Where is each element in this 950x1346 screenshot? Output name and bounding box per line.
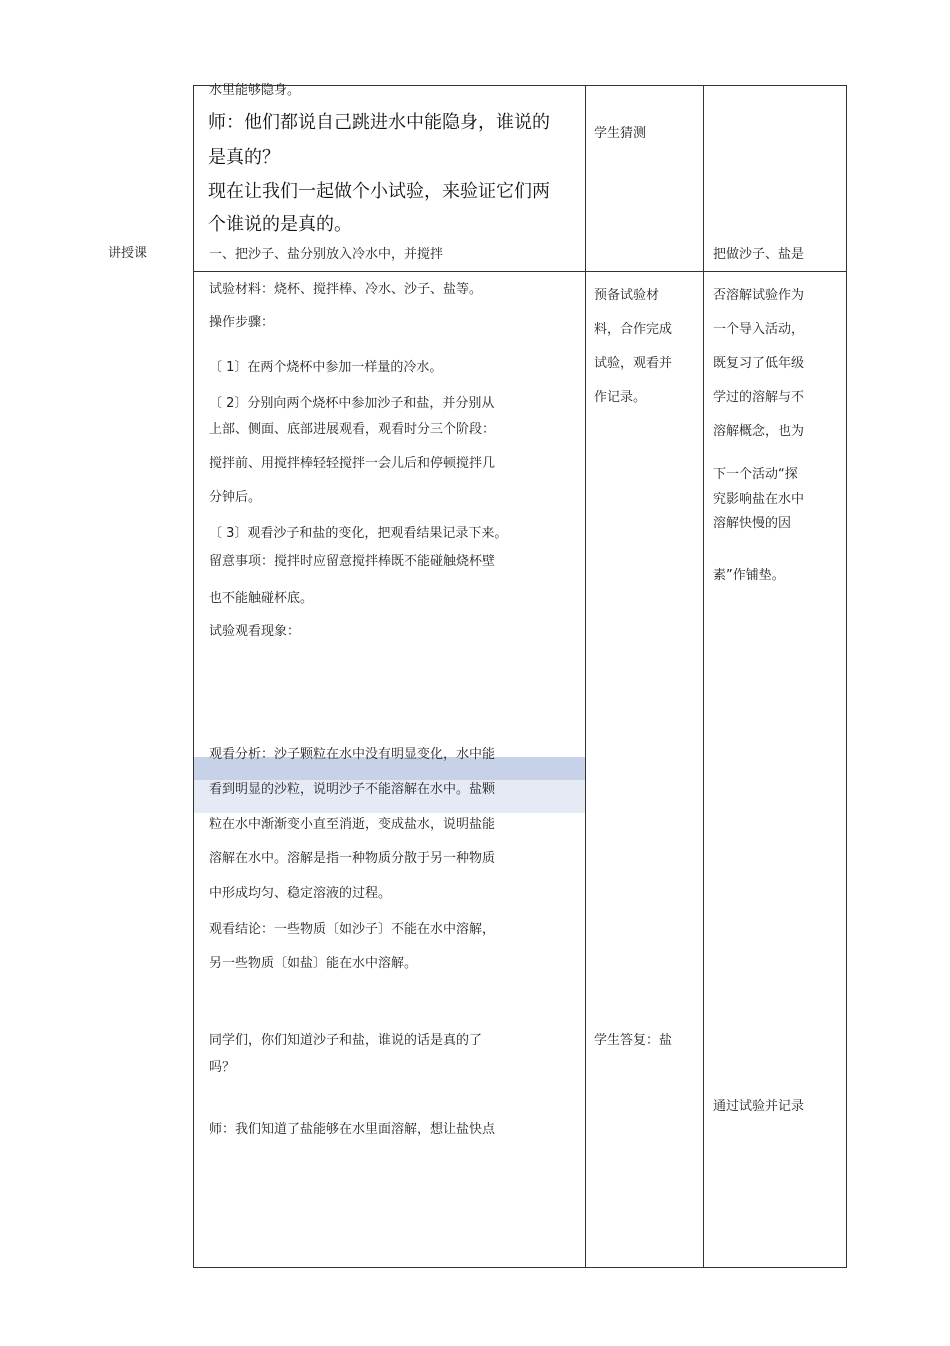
text-line: 料，合作完成 bbox=[594, 322, 673, 337]
text-line: 同学们，你们知道沙子和盐，谁说的话是真的了 bbox=[209, 1033, 483, 1048]
text-line: 素”作铺垫。 bbox=[713, 568, 785, 583]
text-line: 现在让我们一起做个小试验，来验证它们两 bbox=[208, 181, 550, 202]
col-border-3 bbox=[703, 85, 704, 1268]
text-line: 操作步骤： bbox=[209, 315, 275, 330]
text-line: 溶解在水中。溶解是指一种物质分散于另一种物质 bbox=[209, 851, 496, 866]
text-line: 下一个活动“探 bbox=[713, 467, 798, 482]
text-line: 究影响盐在水中 bbox=[713, 492, 805, 507]
text-line: 把做沙子、盐是 bbox=[713, 247, 805, 262]
text-line: 另一些物质〔如盐〕能在水中溶解。 bbox=[209, 956, 418, 971]
text-line: 吗？ bbox=[209, 1060, 236, 1075]
table-bottom-border bbox=[193, 1267, 846, 1268]
text-line: 也不能触碰杯底。 bbox=[209, 591, 314, 606]
text-line: 搅拌前、用搅拌棒轻轻搅拌一会儿后和停顿搅拌几 bbox=[209, 456, 496, 471]
text-line: 水里能够隐身。 bbox=[209, 83, 301, 98]
text-line: 试验观看现象： bbox=[209, 624, 301, 639]
section-label: 讲授课 bbox=[108, 246, 148, 261]
col-border-left bbox=[193, 85, 194, 1268]
text-line: 中形成均匀、稳定溶液的过程。 bbox=[209, 886, 392, 901]
text-line: 作记录。 bbox=[594, 390, 647, 405]
text-line: 〔 3〕观看沙子和盐的变化，把观看结果记录下来。 bbox=[209, 526, 508, 541]
text-line: 是真的？ bbox=[208, 147, 280, 168]
text-line: 分钟后。 bbox=[209, 490, 262, 505]
text-line: 师：他们都说自己跳进水中能隐身，谁说的 bbox=[208, 112, 550, 133]
text-line: 学过的溶解与不 bbox=[713, 390, 805, 405]
row-divider bbox=[193, 271, 846, 272]
text-line: 粒在水中渐渐变小直至消逝，变成盐水，说明盐能 bbox=[209, 817, 496, 832]
text-line: 上部、侧面、底部进展观看，观看时分三个阶段： bbox=[209, 422, 496, 437]
text-line: 通过试验并记录 bbox=[713, 1099, 805, 1114]
col-border-2 bbox=[585, 85, 586, 1268]
text-line: 〔 2〕分别向两个烧杯中参加沙子和盐，并分别从 bbox=[209, 396, 495, 411]
text-line: 师：我们知道了盐能够在水里面溶解，想让盐快点 bbox=[209, 1122, 496, 1137]
text-line: 个谁说的是真的。 bbox=[208, 214, 352, 235]
text-line: 观看分析：沙子颗粒在水中没有明显变化，水中能 bbox=[209, 747, 496, 762]
text-line: 学生猜测 bbox=[594, 126, 647, 141]
text-line: 留意事项：搅拌时应留意搅拌棒既不能碰触烧杯壁 bbox=[209, 554, 496, 569]
text-line: 一个导入活动， bbox=[713, 322, 805, 337]
text-line: 溶解概念，也为 bbox=[713, 424, 805, 439]
text-line: 看到明显的沙粒，说明沙子不能溶解在水中。盐颗 bbox=[209, 782, 496, 797]
text-line: 预备试验材 bbox=[594, 288, 660, 303]
text-line: 既复习了低年级 bbox=[713, 356, 805, 371]
text-line: 试验，观看并 bbox=[594, 356, 673, 371]
text-line: 溶解快慢的因 bbox=[713, 516, 792, 531]
text-line: 观看结论：一些物质〔如沙子〕不能在水中溶解， bbox=[209, 922, 496, 937]
text-line: 一、把沙子、盐分别放入冷水中，并搅拌 bbox=[209, 247, 444, 262]
text-line: 〔 1〕在两个烧杯中参加一样量的冷水。 bbox=[209, 360, 443, 375]
text-line: 否溶解试验作为 bbox=[713, 288, 805, 303]
text-line: 学生答复：盐 bbox=[594, 1033, 673, 1048]
col-border-right bbox=[846, 85, 847, 1268]
text-line: 试验材料：烧杯、搅拌棒、冷水、沙子、盐等。 bbox=[209, 282, 483, 297]
